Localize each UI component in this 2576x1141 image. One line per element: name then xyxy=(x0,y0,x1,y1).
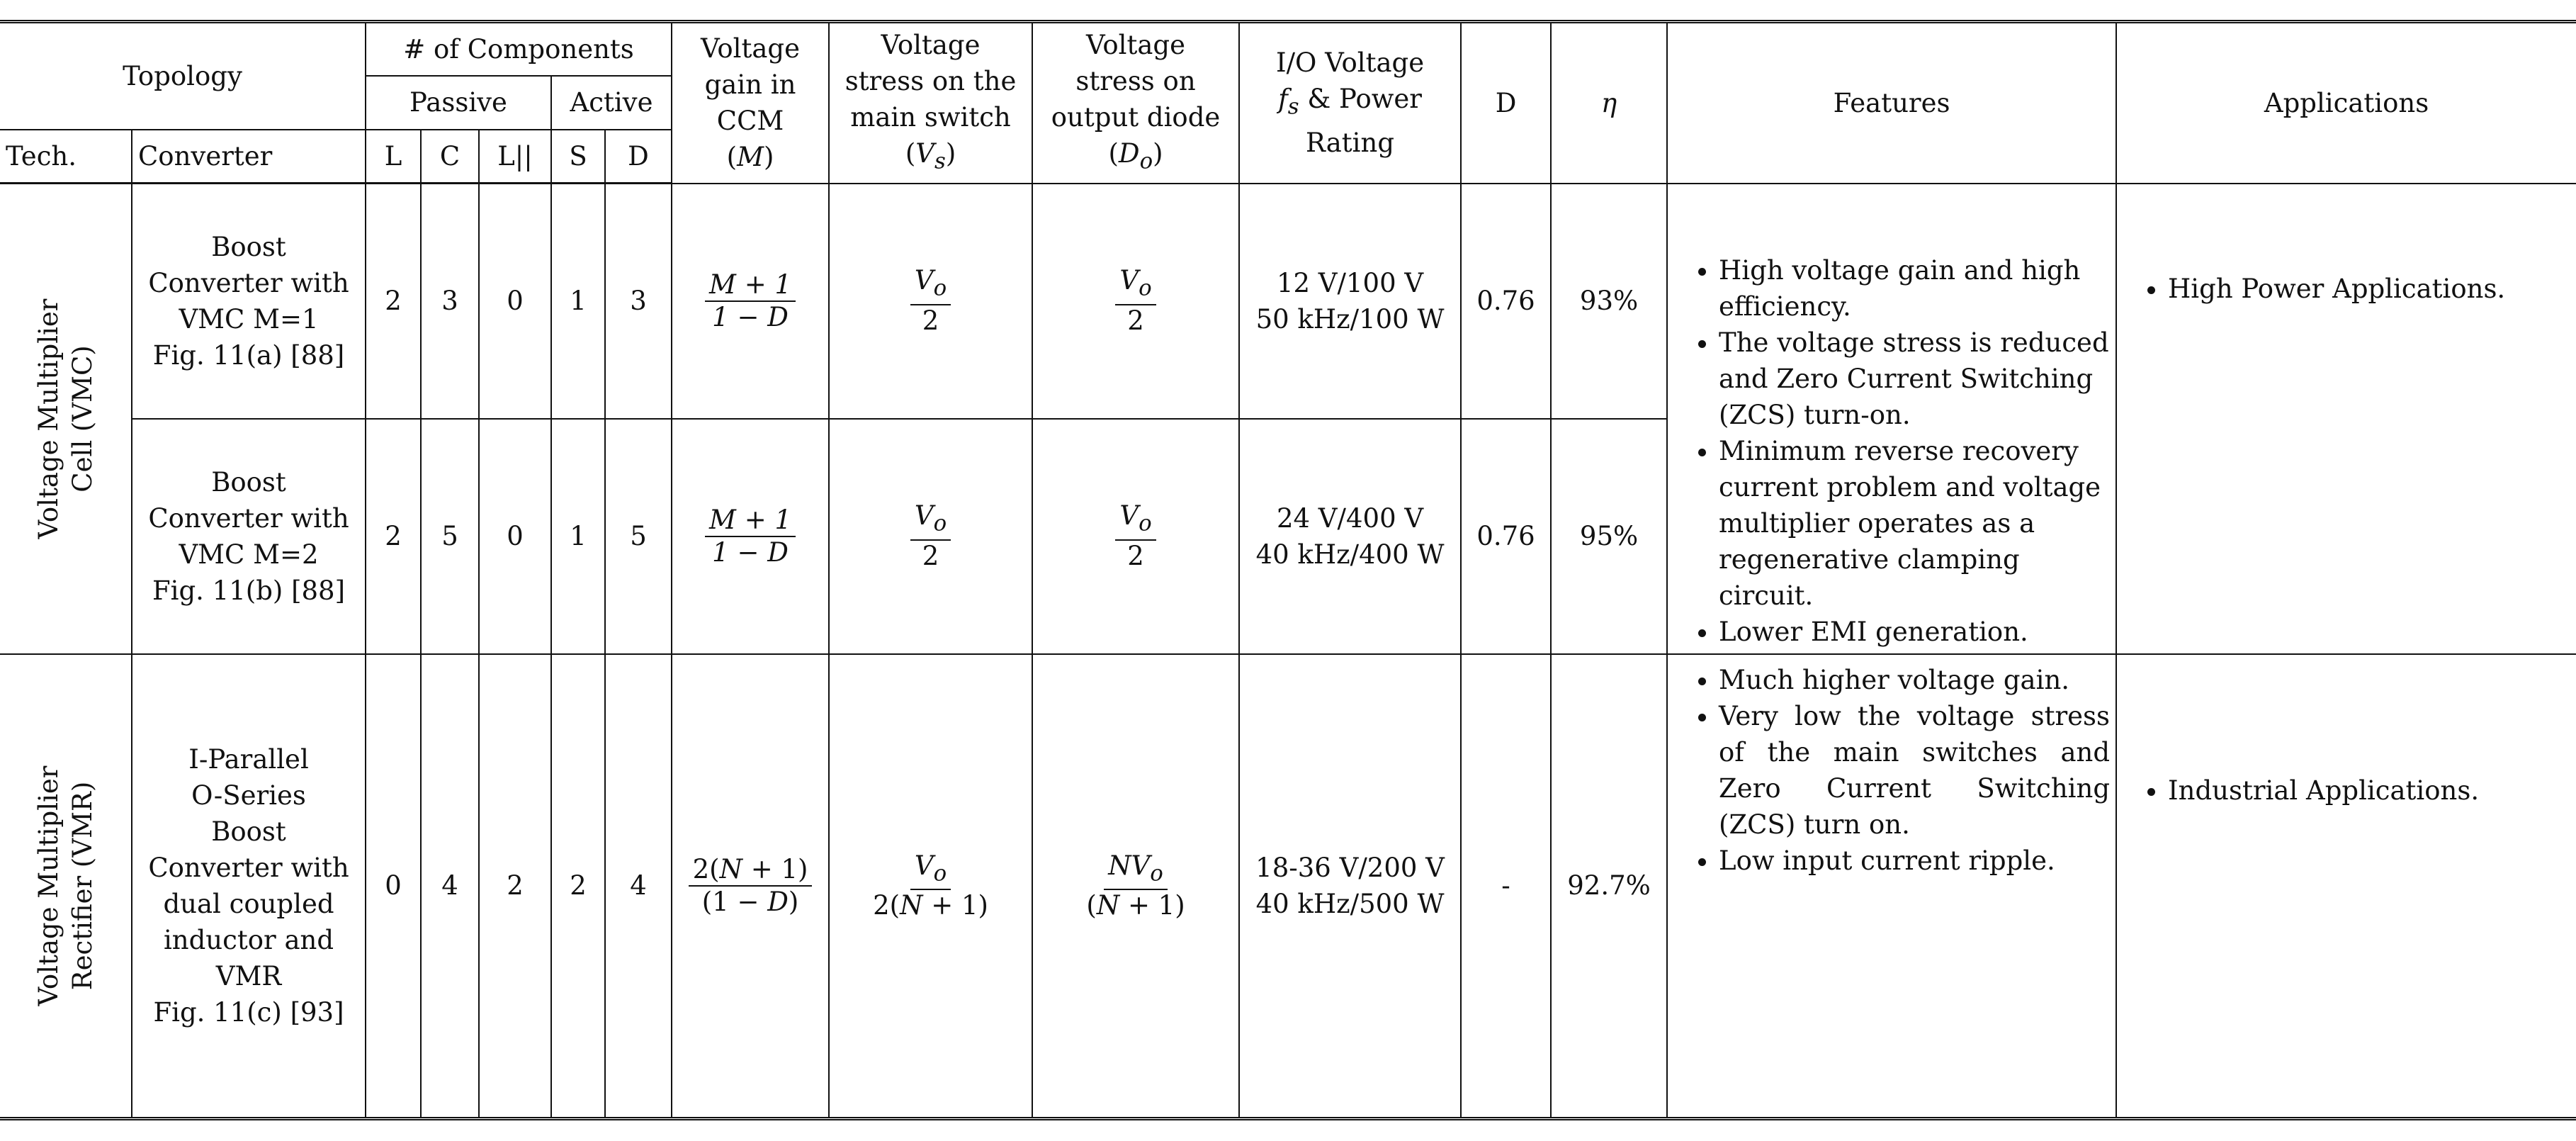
fraction-numerator: $V_o$ xyxy=(910,265,951,305)
io-rating xyxy=(1239,654,1461,1119)
converter-cell xyxy=(132,654,366,1119)
count-S: 2 xyxy=(551,654,605,1119)
fraction-denominator: (N + 1) xyxy=(1086,889,1185,921)
io-rating xyxy=(1239,419,1461,654)
count-D: 3 xyxy=(605,184,672,419)
table-header xyxy=(0,22,2576,184)
application-item: • Industrial Applications. xyxy=(2168,772,2570,809)
header-duty: D xyxy=(1461,22,1551,184)
table-body xyxy=(0,184,2576,1119)
fraction-numerator: M + 1 xyxy=(705,505,796,537)
count-L: 0 xyxy=(366,654,421,1119)
feature-item: • High voltage gain and high efficiency. xyxy=(1719,252,2110,325)
applications-cell xyxy=(2116,654,2576,1119)
count-L: 2 xyxy=(366,419,421,654)
count-D: 5 xyxy=(605,419,672,654)
features-list xyxy=(1673,252,2110,650)
table-row xyxy=(0,184,2576,419)
header-active: Active xyxy=(551,76,672,130)
header-vs-line2: stress on the xyxy=(844,65,1017,96)
count-Lpar: 2 xyxy=(479,654,551,1119)
header-C: C xyxy=(421,130,479,184)
header-applications: Applications xyxy=(2116,22,2576,184)
count-C: 3 xyxy=(421,184,479,419)
count-S: 1 xyxy=(551,419,605,654)
io-frequency-power: 40 kHz/500 W xyxy=(1255,888,1445,919)
io-voltage: 12 V/100 V xyxy=(1276,267,1424,298)
converter-line: O-Series xyxy=(191,780,306,811)
count-L: 2 xyxy=(366,184,421,419)
fraction-numerator: $NV_o$ xyxy=(1104,850,1168,890)
converter-line: I-Parallel xyxy=(188,743,309,775)
switch-stress-formula xyxy=(829,654,1032,1119)
fraction-denominator: 2 xyxy=(922,305,939,336)
fraction-numerator: 2(N + 1) xyxy=(689,854,813,887)
diode-stress-formula xyxy=(1032,654,1239,1119)
converter-line: VMC M=1 xyxy=(179,303,319,335)
io-voltage: 24 V/400 V xyxy=(1276,502,1424,534)
converter-line: inductor and xyxy=(163,924,334,955)
header-S: S xyxy=(551,130,605,184)
io-frequency-power: 40 kHz/400 W xyxy=(1255,539,1445,570)
header-do-symbol: $(D_o)$ xyxy=(1108,137,1163,174)
fraction-denominator: 2 xyxy=(1127,305,1144,336)
fraction-numerator: $V_o$ xyxy=(1115,265,1156,305)
converter-line: VMC M=2 xyxy=(179,539,319,570)
io-rating xyxy=(1239,184,1461,419)
fraction-denominator: 1 − D xyxy=(712,536,789,568)
features-cell xyxy=(1667,654,2116,1119)
fraction-numerator: M + 1 xyxy=(705,269,796,302)
count-Lpar: 0 xyxy=(479,419,551,654)
header-components: # of Components xyxy=(366,22,672,76)
header-vs-symbol: $(V_s)$ xyxy=(905,137,956,174)
features-list xyxy=(1673,662,2110,879)
efficiency: 95% xyxy=(1551,419,1667,654)
fraction-numerator: $V_o$ xyxy=(910,850,951,890)
diode-stress-formula xyxy=(1032,419,1239,654)
header-efficiency: η xyxy=(1551,22,1667,184)
fraction-numerator: $V_o$ xyxy=(1115,500,1156,540)
tech-label-line2: Rectifier (VMR) xyxy=(67,781,98,991)
feature-item: • Low input current ripple. xyxy=(1719,843,2110,879)
header-converter: Converter xyxy=(132,130,366,184)
fraction-denominator: 2 xyxy=(1127,540,1144,571)
applications-list xyxy=(2123,271,2570,307)
header-voltage-gain xyxy=(672,22,829,184)
tech-label-line2: Cell (VMC) xyxy=(67,345,98,493)
header-io-rating xyxy=(1239,22,1461,184)
efficiency: 92.7% xyxy=(1551,654,1667,1119)
converter-cell xyxy=(132,419,366,654)
header-topology: Topology xyxy=(0,22,366,130)
header-switch-stress xyxy=(829,22,1032,184)
count-C: 4 xyxy=(421,654,479,1119)
converter-line: dual coupled xyxy=(163,888,334,919)
converter-line: VMR xyxy=(215,960,282,991)
count-Lpar: 0 xyxy=(479,184,551,419)
converter-line: Fig. 11(a) [88] xyxy=(152,339,345,371)
header-io-line2: $f_s$ & Power xyxy=(1278,84,1422,120)
feature-item: • The voltage stress is reduced and Zero Current Switching (ZCS) turn-on. xyxy=(1719,325,2110,433)
fraction-numerator: $V_o$ xyxy=(910,500,951,540)
feature-item: • Minimum reverse recovery current problem and voltage multiplier operates as a regenerative clamping circuit. xyxy=(1719,433,2110,614)
applications-list xyxy=(2123,772,2570,809)
applications-cell xyxy=(2116,184,2576,654)
header-gain-line3: CCM xyxy=(716,106,784,137)
converter-line: Converter with xyxy=(148,852,349,883)
feature-item: • Much higher voltage gain. xyxy=(1719,662,2110,698)
header-io-line1: I/O Voltage xyxy=(1275,47,1425,79)
header-io-line3: Rating xyxy=(1306,128,1395,159)
table-row xyxy=(0,654,2576,1119)
converter-cell xyxy=(132,184,366,419)
duty-cycle: 0.76 xyxy=(1461,184,1551,419)
header-gain-symbol: (M) xyxy=(726,142,774,173)
header-gain-line1: Voltage xyxy=(701,33,800,64)
header-do-line1: Voltage xyxy=(1086,29,1185,60)
tech-label-line1: Voltage Multiplier xyxy=(33,298,64,539)
topology-comparison-table xyxy=(0,20,2576,1120)
fraction-denominator: 1 − D xyxy=(712,301,789,332)
duty-cycle: 0.76 xyxy=(1461,419,1551,654)
header-vs-line3: main switch xyxy=(850,101,1011,133)
header-Lpar: L|| xyxy=(479,130,551,184)
io-frequency-power: 50 kHz/100 W xyxy=(1255,303,1445,335)
switch-stress-formula xyxy=(829,184,1032,419)
header-features: Features xyxy=(1667,22,2116,184)
header-diode-stress xyxy=(1032,22,1239,184)
converter-line: Fig. 11(b) [88] xyxy=(152,575,346,606)
header-passive: Passive xyxy=(366,76,551,130)
application-item: • High Power Applications. xyxy=(2168,271,2570,307)
converter-line: Boost xyxy=(211,466,286,498)
fraction-denominator: 2(N + 1) xyxy=(873,889,988,921)
duty-cycle: - xyxy=(1461,654,1551,1119)
tech-label-line1: Voltage Multiplier xyxy=(33,765,64,1006)
header-vs-line1: Voltage xyxy=(881,29,981,60)
count-D: 4 xyxy=(605,654,672,1119)
converter-line: Fig. 11(c) [93] xyxy=(153,996,344,1028)
io-voltage: 18-36 V/200 V xyxy=(1255,852,1445,883)
header-do-line3: output diode xyxy=(1051,101,1221,133)
fraction-denominator: 2 xyxy=(922,540,939,571)
switch-stress-formula xyxy=(829,419,1032,654)
count-C: 5 xyxy=(421,419,479,654)
feature-item: • Lower EMI generation. xyxy=(1719,614,2110,650)
gain-formula xyxy=(672,654,829,1119)
header-L: L xyxy=(366,130,421,184)
gain-formula xyxy=(672,419,829,654)
feature-item: • Very low the voltage stress of the main switches and Zero Current Switching (ZCS) turn on. xyxy=(1719,698,2110,843)
fraction-denominator: (1 − D) xyxy=(701,886,799,917)
converter-line: Converter with xyxy=(148,502,349,534)
tech-cell-vmc xyxy=(0,184,132,654)
efficiency: 93% xyxy=(1551,184,1667,419)
header-gain-line2: gain in xyxy=(704,69,796,101)
tech-cell-vmr xyxy=(0,654,132,1119)
tech-label-vmr xyxy=(32,765,100,1006)
count-S: 1 xyxy=(551,184,605,419)
converter-line: Boost xyxy=(211,816,286,847)
tech-label-vmc xyxy=(32,298,100,539)
header-tech: Tech. xyxy=(0,130,132,184)
header-do-line2: stress on xyxy=(1075,65,1196,96)
header-D: D xyxy=(605,130,672,184)
converter-line: Boost xyxy=(211,231,286,262)
converter-line: Converter with xyxy=(148,267,349,298)
features-cell xyxy=(1667,184,2116,654)
gain-formula xyxy=(672,184,829,419)
diode-stress-formula xyxy=(1032,184,1239,419)
